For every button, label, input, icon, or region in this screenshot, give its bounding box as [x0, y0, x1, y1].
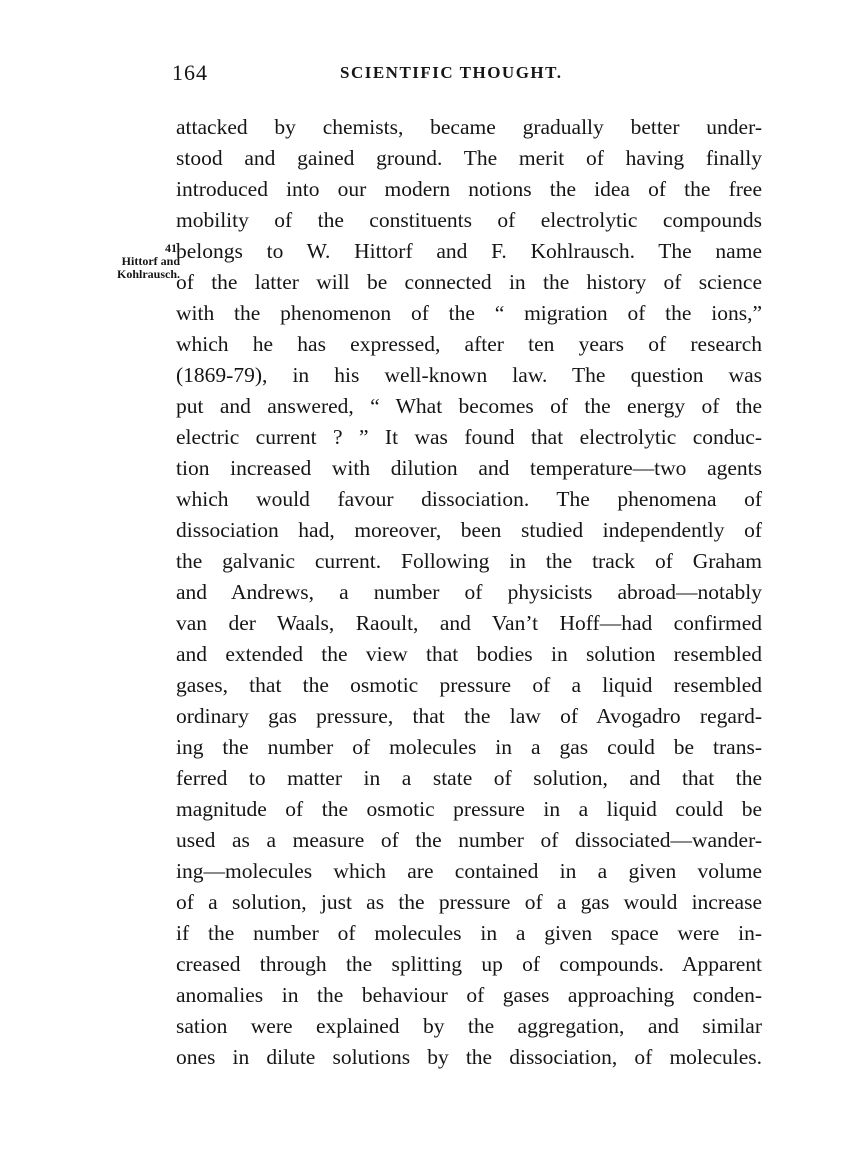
text-line: ing—molecules which are contained in a given volume: [176, 859, 762, 883]
text-line: attacked by chemists, became gradually better under-: [176, 115, 762, 139]
text-line: of the latter will be connected in the history of science: [176, 270, 762, 294]
text-line: dissociation had, moreover, been studied independently of: [176, 518, 762, 542]
text-line: sation were explained by the aggregation, and similar: [176, 1014, 762, 1038]
page-header: [172, 60, 764, 90]
margin-note-number: 41.: [165, 241, 180, 255]
text-line: which would favour dissociation. The phenomena of: [176, 487, 762, 511]
text-line: used as a measure of the number of dissociated—wander-: [176, 828, 762, 852]
running-title: SCIENTIFIC THOUGHT.: [340, 63, 563, 82]
text-line: creased through the splitting up of compounds. Apparent: [176, 952, 762, 976]
text-line: stood and gained ground. The merit of having finally: [176, 146, 762, 170]
text-line: if the number of molecules in a given space were in-: [176, 921, 762, 945]
text-line: the galvanic current. Following in the track of Graham: [176, 549, 762, 573]
text-line: ones in dilute solutions by the dissociation, of molecules.: [176, 1045, 762, 1069]
text-line: (1869-79), in his well-known law. The question was: [176, 363, 762, 387]
page-number: 164: [172, 60, 208, 85]
text-line: and Andrews, a number of physicists abroad—notably: [176, 580, 762, 604]
text-line: electric current ? ” It was found that electrolytic conduc-: [176, 425, 762, 449]
text-line: gases, that the osmotic pressure of a liquid resembled: [176, 673, 762, 697]
text-line: and extended the view that bodies in solution resembled: [176, 642, 762, 666]
text-line: put and answered, “ What becomes of the energy of the: [176, 394, 762, 418]
text-line: ing the number of molecules in a gas could be trans-: [176, 735, 762, 759]
margin-note: [70, 242, 180, 281]
text-line: with the phenomenon of the “ migration of the ions,”: [176, 301, 762, 325]
text-line: magnitude of the osmotic pressure in a liquid could be: [176, 797, 762, 821]
text-line: mobility of the constituents of electrolytic compounds: [176, 208, 762, 232]
text-line: which he has expressed, after ten years of research: [176, 332, 762, 356]
text-line: ordinary gas pressure, that the law of Avogadro regard-: [176, 704, 762, 728]
text-line: van der Waals, Raoult, and Van’t Hoff—had confirmed: [176, 611, 762, 635]
text-line: anomalies in the behaviour of gases approaching conden-: [176, 983, 762, 1007]
margin-note-line-2: Kohlrausch.: [116, 267, 180, 281]
text-line: tion increased with dilution and temperature—two agents: [176, 456, 762, 480]
body-text: [176, 112, 762, 1073]
text-line: introduced into our modern notions the idea of the free: [176, 177, 762, 201]
text-line: of a solution, just as the pressure of a gas would increase: [176, 890, 762, 914]
text-line: ferred to matter in a state of solution, and that the: [176, 766, 762, 790]
text-line: belongs to W. Hittorf and F. Kohlrausch. The name: [176, 239, 762, 263]
margin-note-line-1: Hittorf and: [121, 254, 180, 268]
